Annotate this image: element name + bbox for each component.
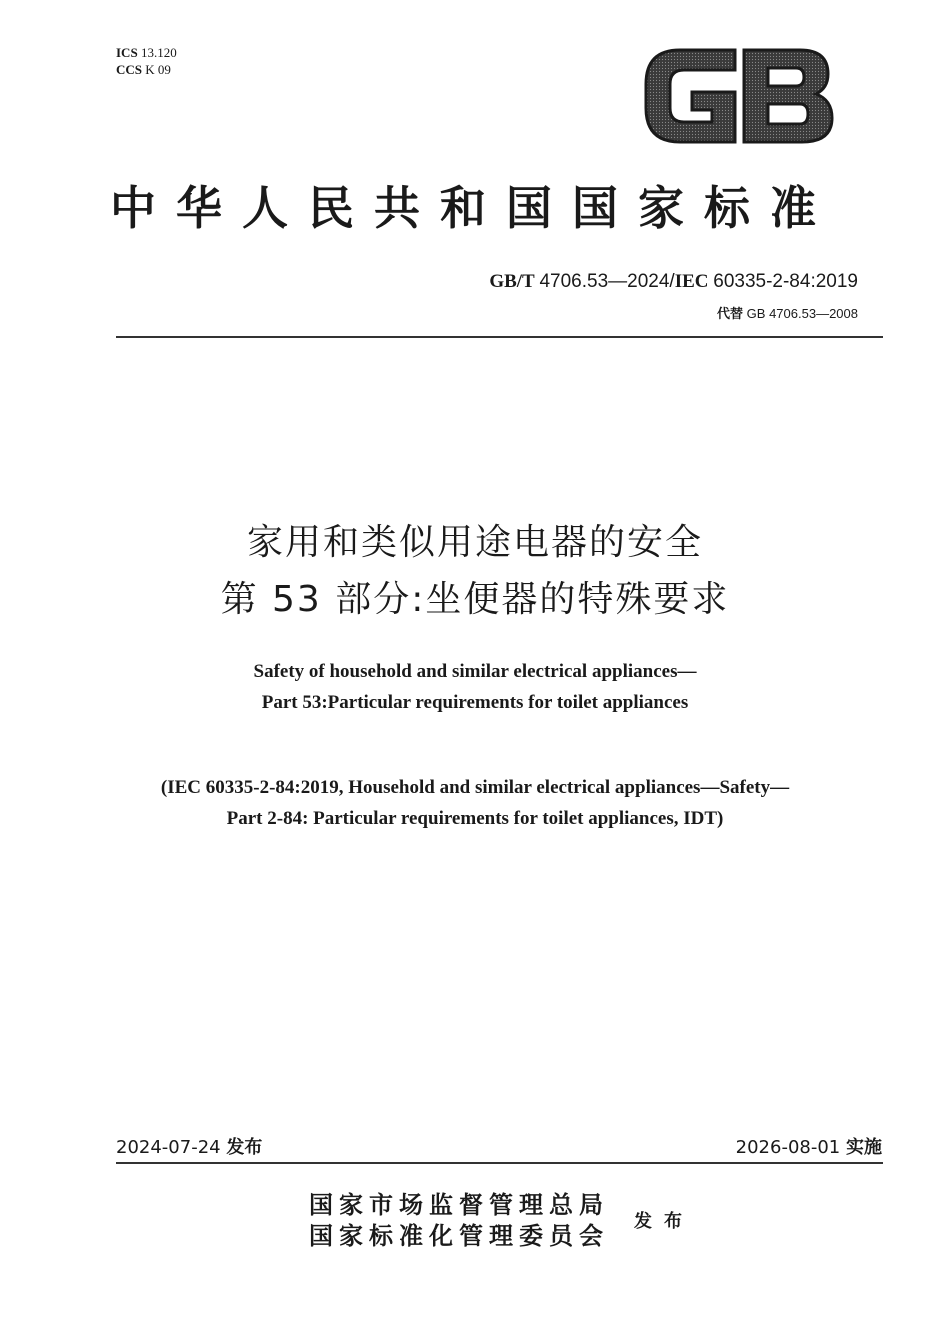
standard-number — [489, 271, 858, 293]
top-divider — [116, 336, 883, 338]
issue-date-value: 2024-07-24 — [116, 1137, 221, 1158]
ccs-label: CCS — [116, 62, 143, 77]
iec-prefix: IEC — [674, 271, 709, 292]
gb-logo-graphic — [640, 46, 836, 146]
replaces-note — [717, 303, 858, 322]
issuer-sac: 国家标准化管理委员会 — [309, 1221, 609, 1250]
national-standard-heading: 中华人民共和国国家标准 — [110, 181, 836, 235]
iec-number: 60335-2-84:2019 — [713, 271, 858, 292]
iec-reference-line2: Part 2-84: Particular requirements for toilet appliances, IDT) — [226, 808, 724, 829]
logo-letter-g — [646, 50, 735, 142]
replaces-number: 4706.53—2008 — [769, 306, 858, 321]
title-cn-line2: 第 53 部分:坐便器的特殊要求 — [220, 579, 730, 620]
publish-label: 发布 — [634, 1211, 694, 1232]
bottom-divider — [116, 1162, 883, 1164]
issue-date — [116, 1133, 262, 1159]
replaces-label: 代替 — [717, 306, 744, 321]
ics-code — [116, 44, 177, 61]
ccs-code — [116, 61, 177, 78]
ics-value: 13.120 — [140, 45, 177, 60]
ics-label: ICS — [116, 45, 138, 60]
title-cn-line1: 家用和类似用途电器的安全 — [246, 522, 703, 563]
logo-letter-b — [744, 50, 832, 142]
classification-codes — [116, 44, 177, 78]
implementation-label: 实施 — [846, 1137, 882, 1158]
title-en-line1: Safety of household and similar electrical appliances— — [253, 661, 697, 682]
title-en-line2: Part 53:Particular requirements for toilet appliances — [261, 692, 689, 713]
iec-reference-line1: (IEC 60335-2-84:2019, Household and similar electrical appliances—Safety— — [160, 777, 790, 798]
ccs-value: K 09 — [145, 62, 171, 77]
implementation-date-value: 2026-08-01 — [735, 1137, 841, 1158]
issue-label: 发布 — [226, 1137, 263, 1158]
gb-logo — [640, 46, 836, 146]
standard-number-value: 4706.53—2024/ — [539, 271, 675, 292]
implementation-date — [736, 1133, 882, 1159]
standard-prefix: GB/T — [489, 271, 535, 292]
replaces-prefix: GB — [746, 306, 766, 321]
issuer-samr: 国家市场监督管理总局 — [309, 1190, 609, 1219]
